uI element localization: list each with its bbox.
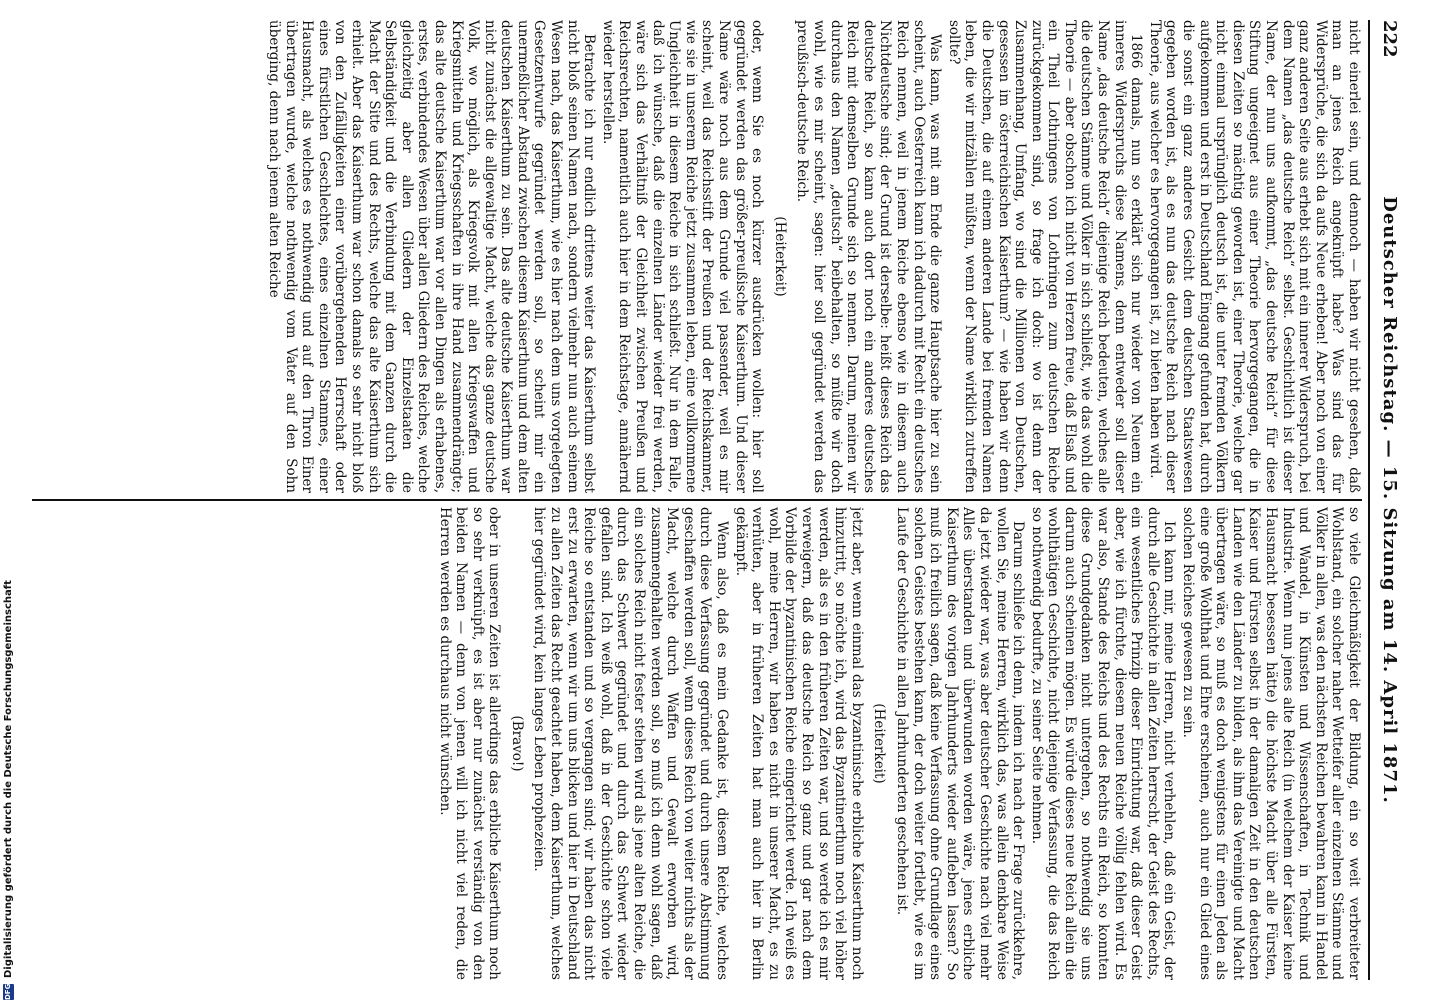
- digitization-note: Digitalisierung gefördert durch die Deutsche Forschungsgemeinschaft: [3, 580, 14, 978]
- right-remark-2: (Bravo!): [508, 715, 525, 772]
- left-paragraph-1: nicht einerlei sein, und dennoch — haben wir nicht gesehen, daß man an jenes Reich angeknüpft habe? Was sind das für Widersprüche, die sich da aufs Neue erheben! Aber noch von einer ganz anderen Seite aus erhebt sich mit ein innerer Widerspruch, bei dem Namen „das deutsche Reich“ selbst. Geschichtlich ist dieser Name, der nun uns aufkommt, „das deutsche Reich“ für diese Stiftung ungeeignet aus einer Theorie hervorgegangen, die in diesen Zeiten so mächtig geworden ist, einer Theorie, welche gar nicht einmal ursprünglich deutsch ist, die unter fremden Völkern aufgekommen und erst in Deutschland Eingang gefunden hat, durch die sonst ein ganz anderes Gesicht dem deutschen Staatswesen gegeben worden ist, als es nun das deutsche Reich nach dieser Theorie, aus welcher es hervorgegangen ist, zu bieten haben wird.: [1146, 20, 1362, 493]
- right-paragraph-5: Wenn also, daß es mein Gedanke ist, diesem Reiche, welches durch diese Verfassung gegründet und durch unsere Abstimmung geschaffen werden soll, wenn dieses Reich von weiter nichts als der Macht, welche durch Waffen und Gewalt erworben wird, zusammengehalten werden soll, so muß ich denn wohl sagen, daß ein solches Reich nicht fester stehen wird als jene alten Reiche, die durch das Schwert gegründet und durch das Schwert wieder gefallen sind. Ich weiß wohl, daß in der Geschichte schon viele Reiche so entstanden und so vergangen sind; wir haben das nicht erst zu erwarten, wenn wir um uns blicken und hier in Deutschland zu allen Zeiten das Recht geachtet haben, dem Kaiserthum, welches hier gegründet wird, kein langes Leben prophezeien.: [531, 507, 731, 980]
- right-column: [32, 507, 1362, 980]
- right-paragraph-4: jetzt aber, wenn einmal das byzantinische erbliche Kaiserthum noch hinzutritt, so möchte ich, wird das Byzantinerthum noch viel höher werden, als es in den früheren Zeiten war, und so werde ich es mir verweigern, daß das deutsche Reich so ganz und gar nach dem Vorbilde der byzantinischen Reiche eingerichtet werde. Ich weiß es wohl, meine Herren, wir haben es nicht in unserer Macht, es zu verhüten, aber in früheren Zeiten hat man auch hier in Berlin gekämpft.: [732, 507, 865, 980]
- left-paragraph-5: Betrachte ich nur endlich drittens weiter das Kaiserthum selbst nicht bloß seinen Namen nach, sondern vielmehr nun auch seinem Wesen nach, das Kaiserthum, wie es hier nach dem uns vorgelegten Gesetzentwurfe gegründet werden soll, so scheint mir ein unermeßlicher Abstand zwischen diesem Kaiserthum und dem alten deutschen Kaiserthum zu sein. Das alte deutsche Kaiserthum war nicht zunächst die allgewaltige Macht, welche das ganze deutsche Volk, wo möglich, als Kriegsvolk mit allen Kriegswaffen und Kriegsmitteln und Kriegsschaften in ihre Hand zusammendrängte; das alte deutsche Kaiserthum war vor allen Dingen als erhabenes, erstes, verbindendes Wesen über allen Gliedern des Reiches, welche gleichzeitig aber allen Gliedern der Einzelstaaten die Selbständigkeit und die Verbindung mit dem Ganzen durch die Macht der Sitte und des Rechts, welche das alte Kaiserthum sich erhielt. Aber das Kaiserthum war schon damals so sehr nicht bloß von den Zufälligkeiten einer vorübergehenden Herrschaft oder eines fürstlichen Geschlechtes, eines einzelnen Stammes, einer Hausmacht, als welches es nothwendig und auf den Thron Einer übertragen wurde, welche nothwendig vom Vater auf den Sohn überging, denn nach jenem alten Reiche: [266, 20, 598, 493]
- left-column: [32, 20, 1362, 493]
- right-remark-1: (Heiterkeit): [871, 703, 888, 784]
- right-paragraph-3: Darum schließe ich denn, indem ich nach der Frage zurückkehre, wollen Sie, meine Herren, wirklich das, was allein denkbare Weise da jetzt wieder war, was aber deutscher Geschichte nach viel mehr Alles überstanden und überwunden worden wäre, jenes erbliche Kaiserthum des vorigen Jahrhunderts wieder aufleben lassen? So muß ich freilich sagen, daß keine Verfassung ohne Grundlage eines solchen Geistes bestehen kann, der doch weiter fortlebt, wie es im Laufe der Geschichte in allen Jahrhunderten geschehen ist.: [893, 507, 1027, 980]
- page-title: Deutscher Reichstag. — 15. Sitzung am 14. April 1871.: [1379, 196, 1401, 804]
- column-divider: [32, 499, 1362, 501]
- dfg-logo-icon: DFG: [4, 983, 12, 1000]
- text-columns: [32, 20, 1362, 980]
- left-paragraph-4: oder, wenn Sie es noch kürzer ausdrücken wollen: hier soll gegründet werden das größer-preußische Kaiserthum. Und dieser Name wäre noch aus dem Grunde viel passender, weil es mir scheint, weil das Reichsstift der Preußen und der Reichskammer, wie sie in unserem Reiche jetzt zusammen leben, eine vollkommene Ungleichheit in diesem Reiche in sich schließt. Nur in dem Falle, daß ich wünsche, daß die einzelnen Länder wieder frei werden, wäre sich das Verhältniß der Gleichheit zwischen Preußen und Reichsrechten, namentlich auch hier in dem Reichstage, annähernd wieder herstellen.: [599, 20, 766, 493]
- digitization-credit: [3, 580, 14, 1000]
- page-header: [1368, 20, 1410, 980]
- right-paragraph-2: Ich kann mir, meine Herren, nicht verhehlen, daß ein Geist, der durch alle Geschichte in allen Zeiten herrscht, der Geist des Rechts, ein wesentliches Prinzip dieser Einrichtung war, daß dieser Geist aber, wie ich fürchte, diesem neuen Reiche völlig fehlen wird. Es war also, Stande des Reichs und des Rechts ein Reich, so konnten diese Grundgedanken nicht untergehen, so nothwendig sie uns darum auch scheinen mögen. Es würde dieses neue Reich allein die wohlthätigen Geschichte, nicht diejenige Verfassung, die das Reich so nothwendig bedurfte, zu seiner Seite nehmen.: [1028, 507, 1178, 980]
- left-paragraph-3: Was kann, was mit am Ende die ganze Hauptsache hier zu sein scheint, auch Oesterreich kann ich dadurch mit Recht ein deutsches Reich nennen, weil in jenem Reiche ebenso wie in diesem auch Nichtdeutsche sind; der Grund ist derselbe: heißt dieses Reich das deutsche Reich, so kann auch dort noch ein anderes deutsches Reich mit demselben Grunde sich so nennen. Darum, meinen wir durchaus den Namen „deutsch“ beibehalten, so müßte wir doch wohl, wie es mir scheint, sagen: hier soll gegründet werden das preußisch-deutsche Reich.: [794, 20, 944, 493]
- left-remark-1: (Heiterkeit): [771, 216, 788, 297]
- page-content: [30, 20, 1410, 980]
- right-closing-paragraph: ober in unseren Zeiten ist allerdings das erbliche Kaiserthum noch so sehr verknüpft, es ist aber nur zunächst verständig von den beiden Namen — denn von jenen will ich nicht viel reden, die Herren werden es durchaus nicht wünschen.: [436, 507, 503, 980]
- left-paragraph-2: 1866 damals, nun so erklärt sich nur wieder von Neuem ein inneres Widerspruchs diese Namens, denn entweder soll dieser Name „das deutsche Reich“ diejenige Reich bedeuten, welches alle die deutschen Stämme und Völker in sich schließt, wie das wohl die Theorie — aber obschon ich nicht von Herzen freue, daß Elsaß und ein Theil Lothringens von Lothringen zum deutschen Reiche zurückgekommen sind, so frage ich doch: wo ist denn der Zusammenhang, Umfang, wo sind die Millionen von Deutschen, gesessen im österreichischen Kaiserthum? — wie haben wir denn die Deutschen, die auf einem anderen Lande bei fremden Namen leben, die wir mitzählen müßten, wenn der Name wirklich zutreffen sollte?: [945, 20, 1145, 493]
- page-number: 222: [1379, 20, 1401, 58]
- right-paragraph-1: so viele Gleichmäßigkeit der Bildung, ein so weit verbreiteter Wohlstand, ein solcher naher Wetteifer aller einzelnen Stämme und Völker in allen, was den nächsten Reichen bewahren kann in Handel und Wandel, in Künsten und Wissenschaften, in Technik und Industrie. Wenn nun jenes alte Reich (in welchem der Kaiser keine Hausmacht besessen hätte) die höchste Macht über alle Fürsten, Kaiser und Fürsten selbst in der damaligen Zeit in den deutschen Landen wie den Länder zu bilden, als ihm das Vereinigte und Macht übertragen wäre, so muß es doch wenigstens für einen Jeden als eine große Wohlthat und Ehre erscheinen, auch nur ein Glied eines solchen Reiches gewesen zu sein.: [1180, 507, 1362, 980]
- digitization-strip: [0, 0, 14, 1000]
